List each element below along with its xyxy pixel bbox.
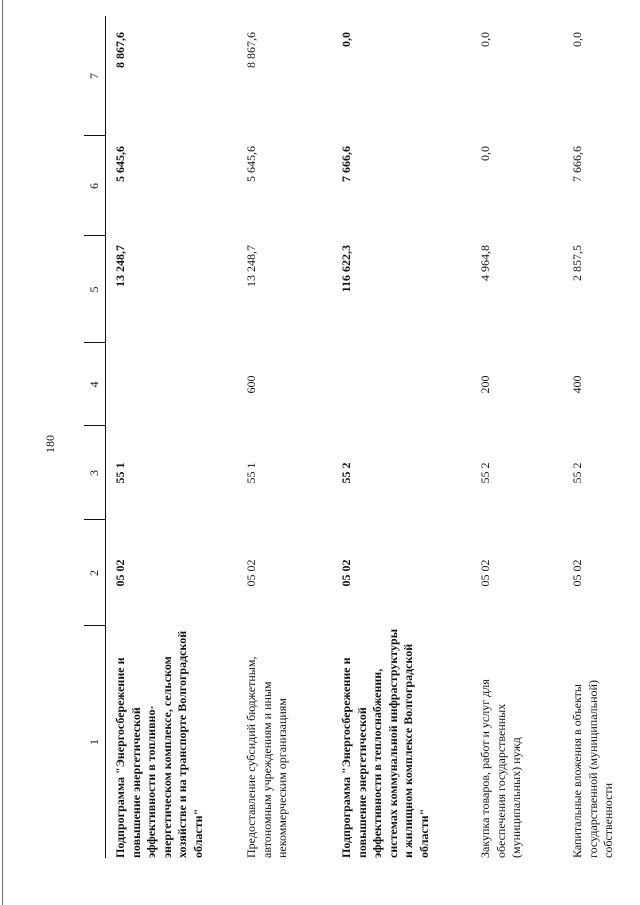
row-section-code: 05 02 bbox=[339, 559, 353, 587]
column-number-5: 5 bbox=[87, 286, 101, 293]
row-amount-7: 0,0 bbox=[478, 32, 492, 47]
row-description: Закупка товаров, работ и услуг для обеспечения государственных (муниципальных) нужд bbox=[478, 679, 523, 858]
row-expense-type: 600 bbox=[244, 375, 258, 394]
row-section-code: 05 02 bbox=[570, 559, 584, 587]
column-number-1: 1 bbox=[87, 739, 101, 745]
row-amount-6: 0,0 bbox=[478, 146, 492, 161]
row-description: Капитальные вложения в объекты государственной (муниципальной) собственности bbox=[570, 680, 615, 858]
row-description: Предоставление субсидий бюджетным, автономным учреждениям и иным некоммерческим организациям bbox=[244, 656, 289, 858]
page-number: 180 bbox=[43, 435, 57, 453]
column-number-3: 3 bbox=[87, 470, 101, 476]
row-amount-6: 7 666,6 bbox=[570, 146, 584, 182]
row-target-code: 55 2 bbox=[478, 462, 492, 484]
row-amount-5: 116 622,3 bbox=[339, 245, 353, 293]
row-amount-5: 4 964,8 bbox=[478, 245, 492, 281]
column-number-4: 4 bbox=[87, 381, 101, 388]
row-amount-7: 8 867,6 bbox=[244, 32, 258, 68]
row-section-code: 05 02 bbox=[113, 559, 127, 587]
scan-edge-line bbox=[2, 0, 3, 905]
row-amount-5: 13 248,7 bbox=[244, 245, 258, 287]
row-amount-7: 8 867,6 bbox=[113, 32, 127, 68]
row-section-code: 05 02 bbox=[478, 559, 492, 587]
row-amount-7: 0,0 bbox=[570, 32, 584, 47]
row-target-code: 55 1 bbox=[244, 462, 258, 484]
row-expense-type: 400 bbox=[570, 375, 584, 394]
column-number-6: 6 bbox=[87, 183, 101, 189]
row-amount-6: 7 666,6 bbox=[339, 146, 353, 182]
budget-table bbox=[84, 16, 626, 858]
row-amount-6: 5 645,6 bbox=[113, 146, 127, 182]
row-target-code: 55 2 bbox=[339, 462, 353, 484]
row-section-code: 05 02 bbox=[244, 559, 258, 587]
row-amount-7: 0,0 bbox=[339, 32, 353, 47]
column-number-2: 2 bbox=[87, 570, 101, 576]
column-number-7: 7 bbox=[87, 73, 101, 79]
row-amount-6: 5 645,6 bbox=[244, 146, 258, 182]
row-target-code: 55 2 bbox=[570, 462, 584, 484]
row-target-code: 55 1 bbox=[113, 462, 127, 484]
row-description: Подпрограмма "Энергосбережение и повышение энергетической эффективности в топливно-энергетическом комплексе, сельском хозяйстве и на транспорте Волгоградской области" bbox=[113, 630, 205, 858]
row-amount-5: 13 248,7 bbox=[113, 245, 127, 287]
header-rule bbox=[105, 16, 106, 858]
row-expense-type: 200 bbox=[478, 375, 492, 394]
row-description: Подпрограмма "Энергосбережение и повышение энергетической эффективности в теплоснабжении, системах коммунальной инфраструктуры и жилищном комплексе Волгоградской области" bbox=[339, 628, 431, 858]
row-amount-5: 2 857,5 bbox=[570, 245, 584, 281]
table-header-row bbox=[84, 16, 106, 858]
